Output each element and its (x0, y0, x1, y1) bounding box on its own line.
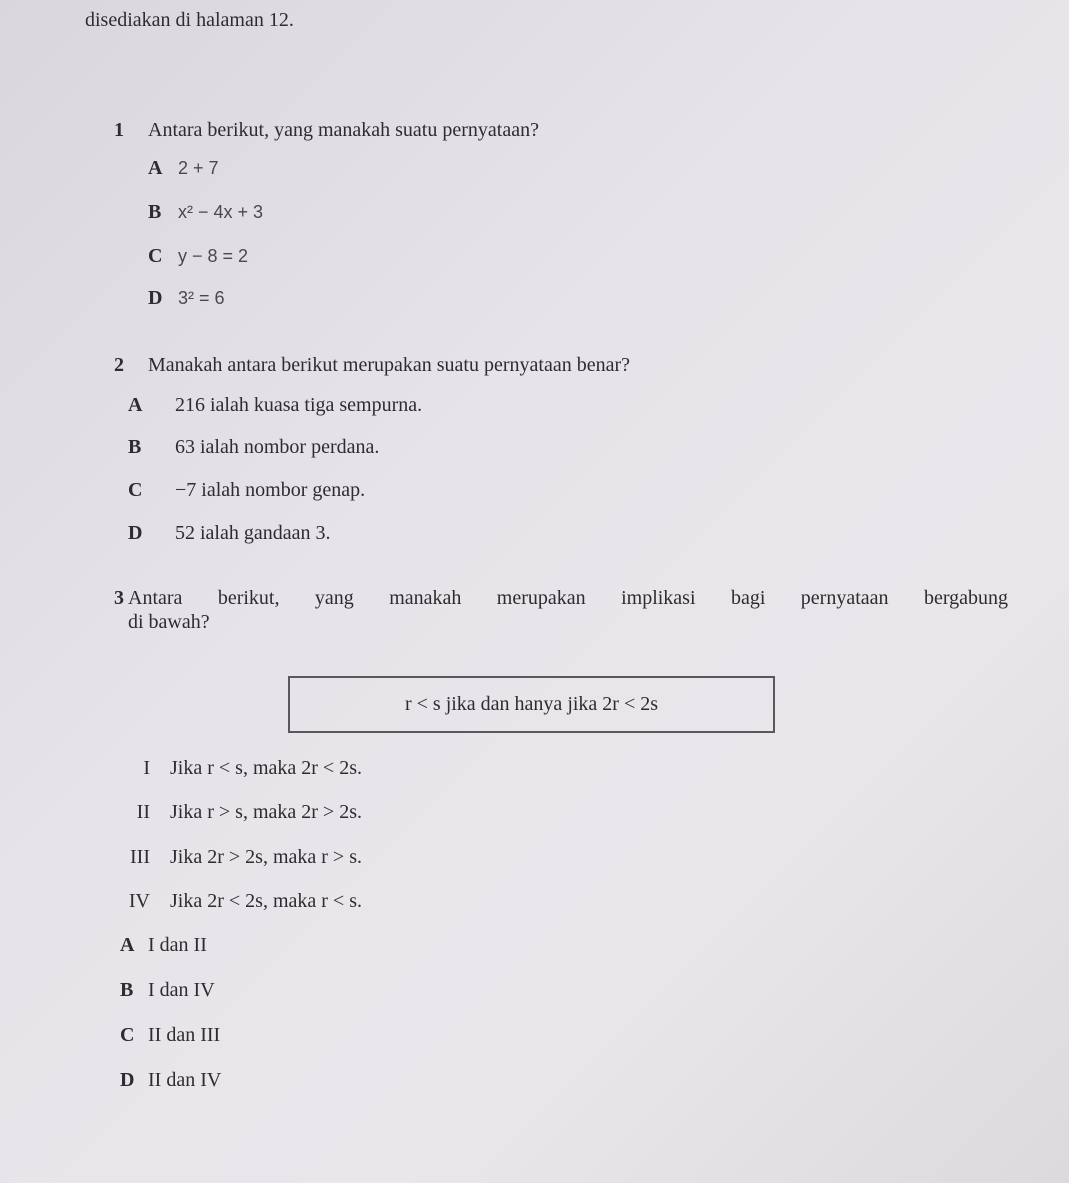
option-letter: A (120, 934, 135, 956)
item-numeral: IV (128, 890, 150, 912)
option-letter: B (128, 436, 142, 458)
question-number: 1 (114, 119, 124, 141)
option-letter: D (120, 1069, 135, 1091)
option-c[interactable]: II dan III (148, 1024, 221, 1046)
item-numeral: II (136, 801, 150, 823)
option-a[interactable]: 2 + 7 (178, 158, 219, 178)
question-text: Manakah antara berikut merupakan suatu pernyataan benar? (148, 354, 630, 376)
question-number: 2 (114, 354, 124, 376)
option-letter: A (128, 394, 143, 416)
option-d[interactable]: 3² = 6 (178, 288, 225, 308)
option-letter: C (128, 479, 143, 501)
option-letter: D (128, 522, 143, 544)
option-letter: D (148, 287, 163, 309)
header-text: disediakan di halaman 12. (85, 9, 294, 31)
statement-box (288, 676, 775, 733)
item-text: Jika r < s, maka 2r < 2s. (170, 757, 362, 779)
option-d[interactable]: 52 ialah gandaan 3. (175, 522, 331, 544)
option-letter: C (148, 245, 163, 267)
question-number: 3 (114, 587, 124, 609)
item-text: Jika r > s, maka 2r > 2s. (170, 801, 362, 823)
compound-statement: r < s jika dan hanya jika 2r < 2s (404, 693, 659, 715)
option-d[interactable]: II dan IV (148, 1069, 222, 1091)
option-a[interactable]: I dan II (148, 934, 207, 956)
option-letter: B (148, 201, 162, 223)
option-a[interactable]: 216 ialah kuasa tiga sempurna. (175, 394, 423, 416)
option-b[interactable]: 63 ialah nombor perdana. (175, 436, 380, 458)
question-text-cont: di bawah? (128, 611, 210, 633)
option-c[interactable]: −7 ialah nombor genap. (175, 479, 366, 501)
option-letter: A (148, 157, 163, 179)
item-numeral: III (130, 846, 150, 868)
option-letter: B (120, 979, 134, 1001)
option-letter: C (120, 1024, 135, 1046)
item-numeral: I (143, 757, 150, 779)
option-b[interactable]: x² − 4x + 3 (178, 202, 264, 222)
item-text: Jika 2r < 2s, maka r < s. (170, 890, 362, 912)
item-text: Jika 2r > 2s, maka r > s. (170, 846, 362, 868)
option-b[interactable]: I dan IV (148, 979, 215, 1001)
option-c[interactable]: y − 8 = 2 (178, 246, 249, 266)
question-text: Antara berikut, yang manakah merupakan implikasi bagi pernyataan bergabung (128, 587, 1008, 609)
question-text: Antara berikut, yang manakah suatu pernyataan? (148, 119, 539, 141)
